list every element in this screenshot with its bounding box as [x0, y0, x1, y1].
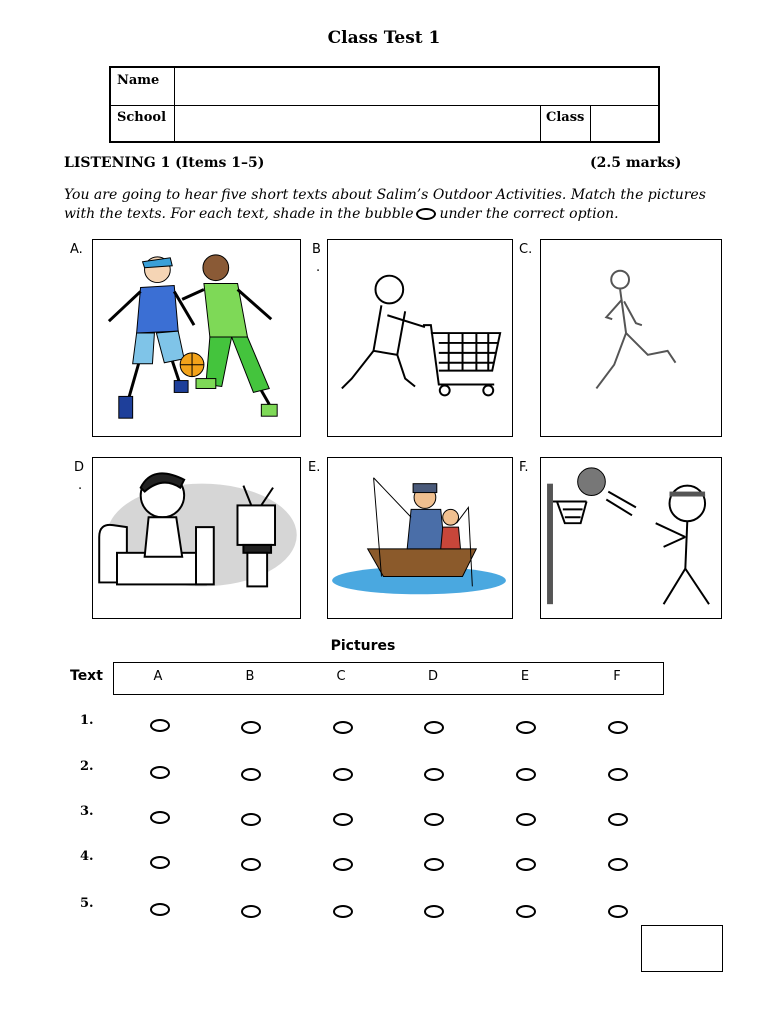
score-box [641, 925, 723, 972]
answer-bubble-4-d[interactable] [424, 858, 444, 871]
info-divider [540, 105, 541, 141]
answer-bubble-3-a[interactable] [150, 811, 170, 824]
row-number-5: 5. [80, 896, 94, 911]
answer-bubble-5-c[interactable] [333, 905, 353, 918]
answer-bubble-5-a[interactable] [150, 903, 170, 916]
answer-bubble-3-e[interactable] [516, 813, 536, 826]
answer-bubble-3-c[interactable] [333, 813, 353, 826]
picture-label-c: C. [519, 242, 533, 257]
picture-d [92, 457, 301, 619]
class-label: Class [546, 110, 585, 125]
answer-bubble-1-f[interactable] [608, 721, 628, 734]
row-number-4: 4. [80, 849, 94, 864]
column-c: C [336, 669, 346, 684]
instruction-text-end: under the correct option. [439, 206, 619, 222]
answer-bubble-1-b[interactable] [241, 721, 261, 734]
picture-label-e: E. [308, 460, 321, 475]
column-header-box [113, 662, 664, 695]
answer-bubble-2-b[interactable] [241, 768, 261, 781]
answer-bubble-2-e[interactable] [516, 768, 536, 781]
picture-label-d-dot: . [78, 478, 83, 493]
picture-label-d: D [74, 460, 85, 475]
answer-bubble-3-d[interactable] [424, 813, 444, 826]
school-field[interactable] [177, 108, 537, 140]
answer-bubble-4-b[interactable] [241, 858, 261, 871]
section-marks: (2.5 marks) [590, 155, 682, 171]
picture-label-b-dot: . [316, 260, 321, 275]
section-heading: LISTENING 1 (Items 1–5) [64, 155, 265, 171]
answer-bubble-4-a[interactable] [150, 856, 170, 869]
column-a: A [153, 669, 163, 684]
answer-bubble-1-a[interactable] [150, 719, 170, 732]
text-heading: Text [70, 668, 103, 684]
info-divider [590, 105, 591, 141]
school-label: School [117, 110, 167, 125]
name-field[interactable] [177, 70, 657, 102]
running-man-icon [541, 240, 721, 436]
instructions [64, 186, 724, 224]
picture-c [540, 239, 722, 437]
pictures-heading: Pictures [330, 638, 396, 654]
answer-bubble-2-d[interactable] [424, 768, 444, 781]
watching-tv-icon [93, 458, 300, 618]
basketball-players-icon [93, 240, 300, 436]
answer-bubble-5-f[interactable] [608, 905, 628, 918]
column-e: E [520, 669, 530, 684]
student-info-table [109, 66, 660, 143]
column-d: D [427, 669, 438, 684]
shopping-cart-man-icon [328, 240, 512, 436]
column-b: B [245, 669, 255, 684]
answer-bubble-1-c[interactable] [333, 721, 353, 734]
fishing-boat-icon [328, 458, 512, 618]
answer-bubble-5-b[interactable] [241, 905, 261, 918]
picture-b [327, 239, 513, 437]
picture-label-b: B [312, 242, 321, 257]
picture-f [540, 457, 722, 619]
column-f: F [613, 669, 621, 684]
picture-label-f: F. [519, 460, 529, 475]
answer-bubble-4-f[interactable] [608, 858, 628, 871]
row-number-2: 2. [80, 759, 94, 774]
instruction-text: You are going to hear five short texts about Salim’s Outdoor Activities. Match the pictures with the texts. For each text, shade in the bubble [64, 187, 706, 222]
picture-e [327, 457, 513, 619]
answer-bubble-2-f[interactable] [608, 768, 628, 781]
answer-bubble-3-f[interactable] [608, 813, 628, 826]
name-label: Name [117, 73, 160, 88]
basketball-hoop-icon [541, 458, 721, 618]
info-divider [174, 68, 175, 141]
picture-a [92, 239, 301, 437]
answer-bubble-5-d[interactable] [424, 905, 444, 918]
class-field[interactable] [593, 108, 657, 140]
row-number-1: 1. [80, 713, 94, 728]
answer-bubble-4-e[interactable] [516, 858, 536, 871]
answer-bubble-2-c[interactable] [333, 768, 353, 781]
answer-bubble-2-a[interactable] [150, 766, 170, 779]
answer-bubble-3-b[interactable] [241, 813, 261, 826]
answer-bubble-1-d[interactable] [424, 721, 444, 734]
bubble-icon [416, 208, 436, 220]
picture-label-a: A. [70, 242, 83, 257]
answer-bubble-5-e[interactable] [516, 905, 536, 918]
answer-bubble-1-e[interactable] [516, 721, 536, 734]
page-title: Class Test 1 [327, 28, 441, 48]
answer-bubble-4-c[interactable] [333, 858, 353, 871]
row-number-3: 3. [80, 804, 94, 819]
